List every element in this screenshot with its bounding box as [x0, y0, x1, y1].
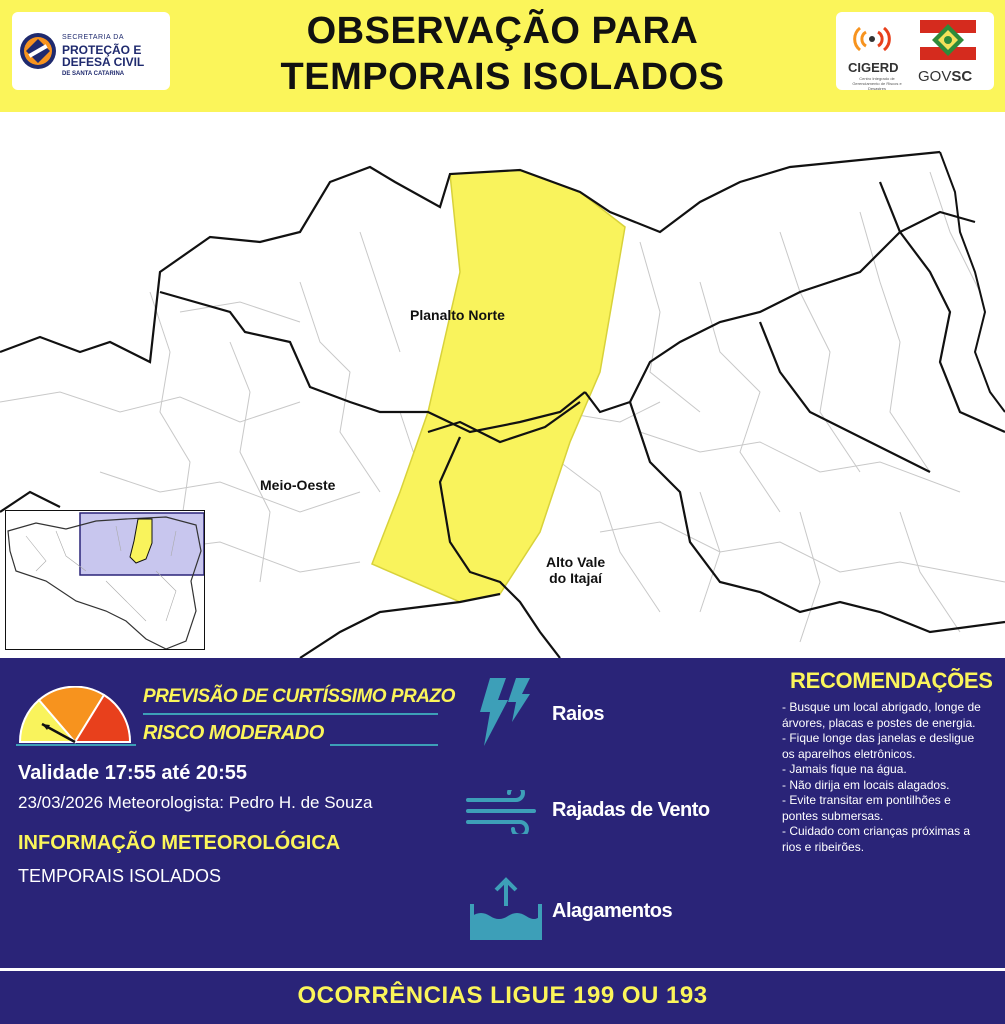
- list-item: - Busque um local abrigado, longe de árvores, placas e postes de energia.: [782, 700, 981, 730]
- locator-state-map: [6, 511, 205, 650]
- logo-line-4: DE SANTA CATARINA: [62, 71, 125, 77]
- hazard-label-raios: Raios: [552, 703, 604, 725]
- recommendations-list: [782, 700, 990, 855]
- cigerd-label: CIGERD: [848, 60, 899, 75]
- locator-inset-map: [5, 510, 205, 650]
- cigerd-signal-icon: [850, 20, 894, 58]
- flood-icon: [468, 876, 544, 942]
- alto-vale-line-2: do Itajaí: [549, 570, 603, 586]
- region-label-meio-oeste: Meio-Oeste: [260, 477, 336, 493]
- validity-time: Validade 17:55 até 20:55: [18, 762, 248, 784]
- defesa-civil-logo: [12, 12, 170, 90]
- lightning-icon: [476, 676, 534, 748]
- info-text: TEMPORAIS ISOLADOS: [18, 866, 222, 886]
- gov-suffix: SC: [951, 68, 973, 85]
- region-label-alto-vale: [546, 554, 605, 586]
- recommendations-title: RECOMENDAÇÕES: [790, 668, 993, 693]
- alto-vale-line-1: Alto Vale: [546, 554, 606, 570]
- region-label-planalto-norte: Planalto Norte: [410, 307, 505, 323]
- defesa-civil-emblem-icon: [18, 31, 58, 71]
- divider-line: [143, 713, 438, 715]
- cigerd-subtitle: Centro Integrado de Gerenciamento de Riscos e Desastres: [852, 76, 902, 91]
- logo-line-1: SECRETARIA DA: [62, 34, 124, 41]
- divider-line: [16, 744, 136, 746]
- alert-map: [0, 112, 1005, 658]
- risk-gauge-icon: [16, 686, 134, 744]
- risk-level-label: RISCO MODERADO: [143, 722, 324, 744]
- date-meteorologist: 23/03/2026 Meteorologista: Pedro H. de Souza: [18, 793, 373, 812]
- alert-area-polygon: [372, 170, 625, 602]
- logo-line-3: DEFESA CIVIL: [62, 55, 145, 69]
- list-item: - Cuidado com crianças próximas a rios e ribeirões.: [782, 824, 971, 854]
- sc-flag-icon: [920, 20, 976, 60]
- hazard-label-alagamentos: Alagamentos: [552, 900, 673, 922]
- header-bar: [0, 0, 1005, 112]
- logo-line-2: PROTEÇÃO E: [62, 43, 142, 57]
- forecast-title: PREVISÃO DE CURTÍSSIMO PRAZO: [143, 686, 455, 707]
- emergency-phone-footer: OCORRÊNCIAS LIGUE 199 OU 193: [297, 982, 708, 1009]
- list-item: - Jamais fique na água.: [782, 762, 907, 776]
- wind-icon: [466, 790, 544, 834]
- gov-prefix: GOV: [918, 68, 952, 85]
- page-title: [230, 8, 775, 100]
- footer-divider: [0, 968, 1005, 971]
- title-line-2: TEMPORAIS ISOLADOS: [280, 56, 725, 98]
- hazard-label-rajadas: Rajadas de Vento: [552, 799, 710, 821]
- list-item: - Evite transitar em pontilhões e pontes submersas.: [782, 793, 951, 823]
- title-line-1: OBSERVAÇÃO PARA: [306, 10, 699, 52]
- divider-line: [330, 744, 438, 746]
- govsc-label: [918, 68, 972, 85]
- list-item: - Não dirija em locais alagados.: [782, 777, 950, 792]
- info-title: INFORMAÇÃO METEOROLÓGICA: [18, 832, 341, 854]
- list-item: - Fique longe das janelas e desligue os aparelhos eletrônicos.: [782, 731, 975, 761]
- cigerd-govsc-logos: [836, 12, 994, 90]
